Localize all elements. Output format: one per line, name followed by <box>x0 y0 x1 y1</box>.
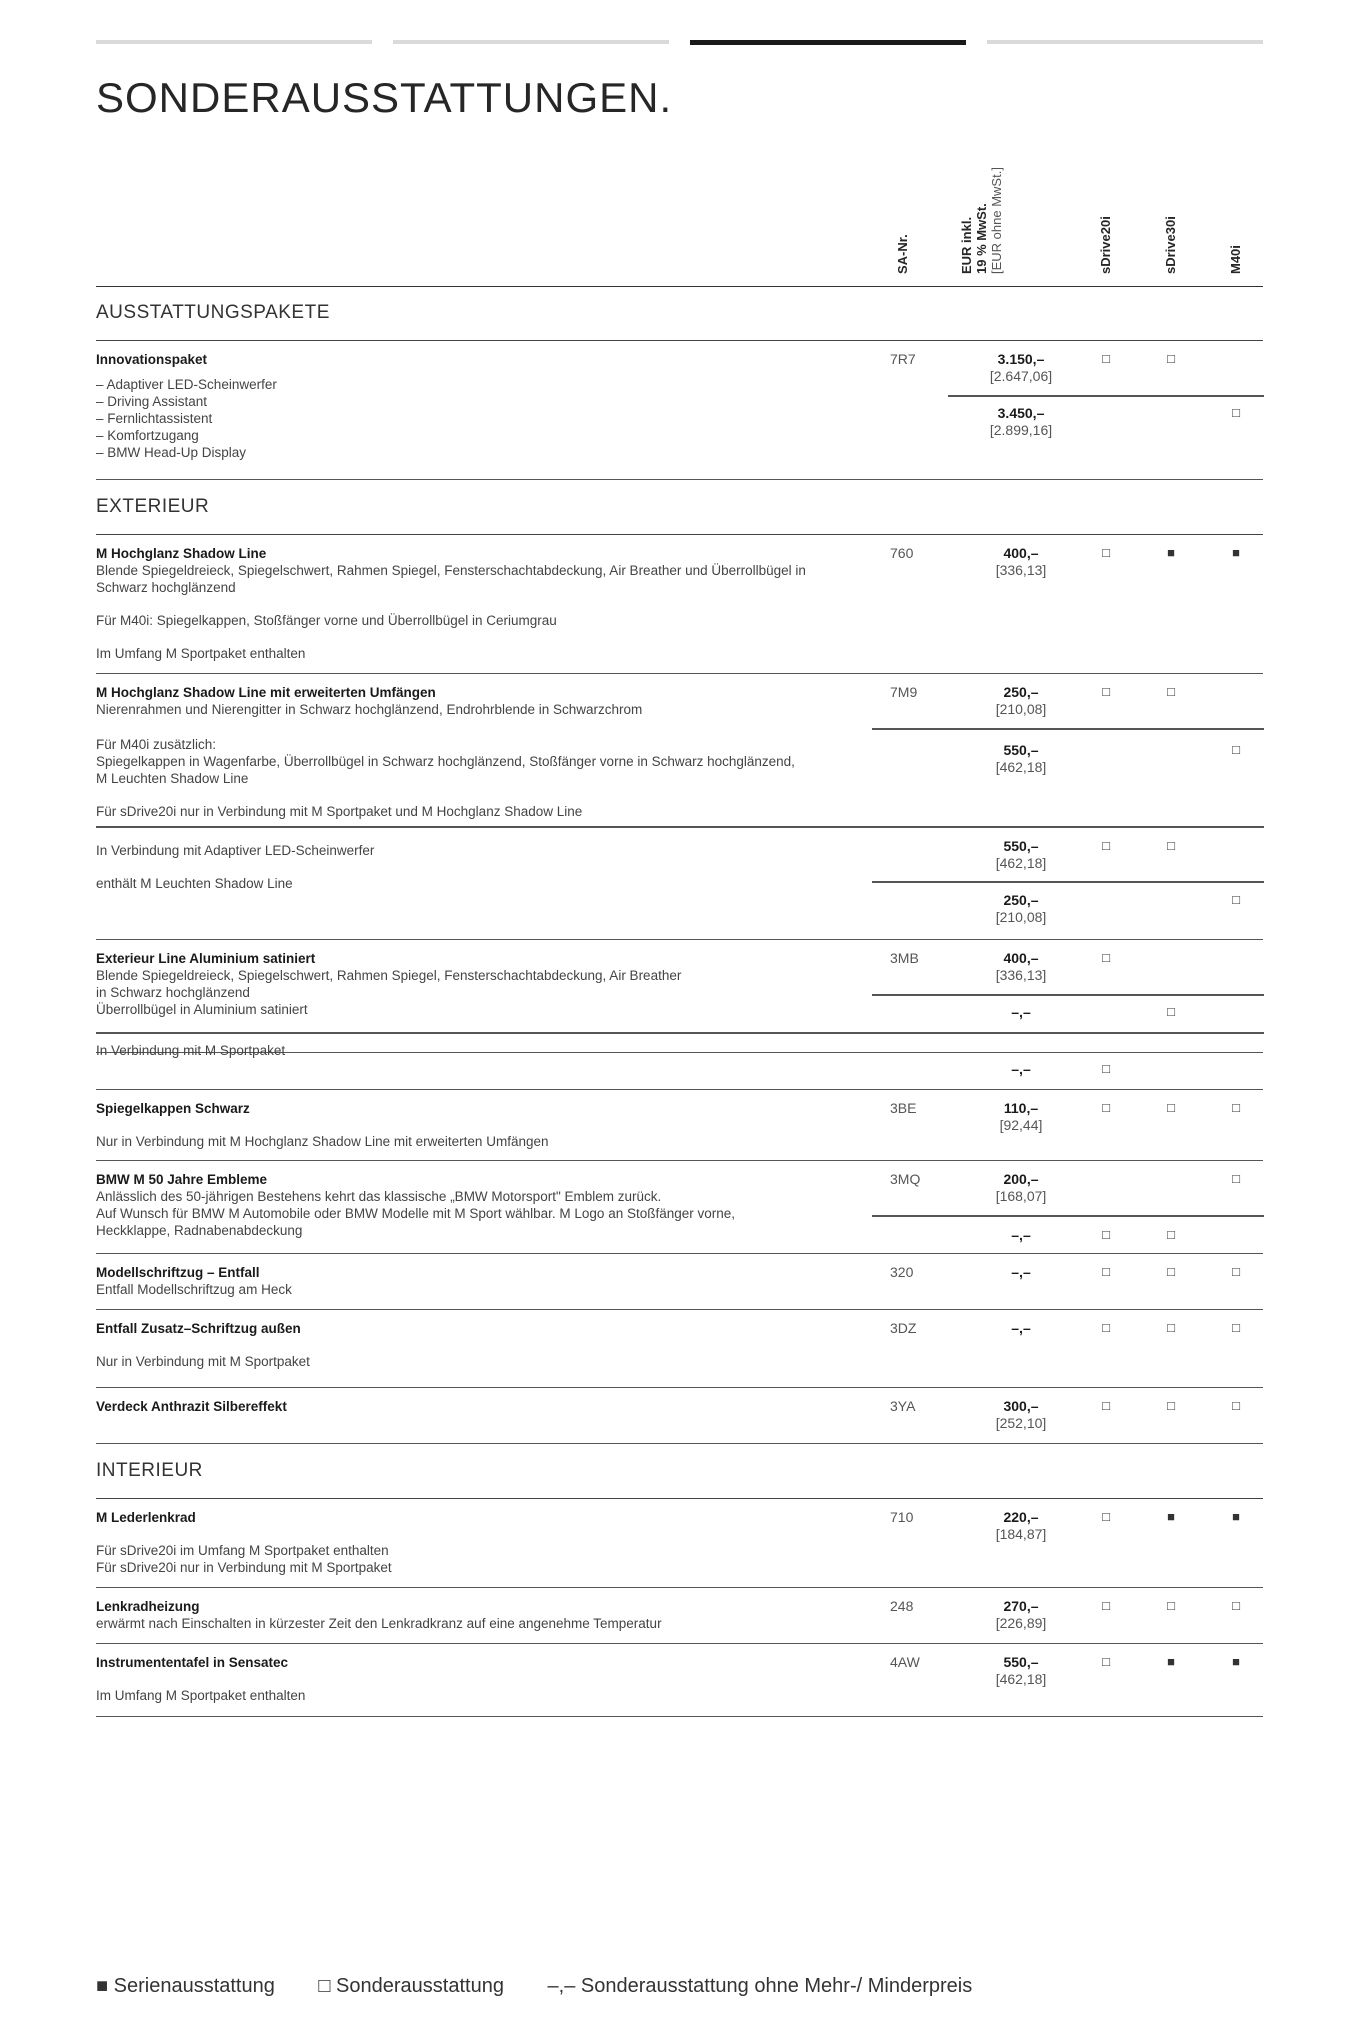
option-code: 3BE <box>890 1100 917 1116</box>
option-price: 300,– [252,10] <box>995 1398 1047 1431</box>
option-price: 3.450,– [2.899,16] <box>989 405 1053 438</box>
table-row <box>96 1161 1263 1254</box>
option-mark-open: □ <box>1102 1227 1110 1242</box>
divider <box>948 395 1264 397</box>
option-price: 250,– [210,08] <box>995 684 1047 717</box>
option-mark-open: □ <box>1232 1100 1240 1115</box>
option-code: 3MQ <box>890 1171 921 1187</box>
table-row <box>96 940 1263 1058</box>
option-price: 200,– [168,07] <box>995 1171 1047 1204</box>
divider <box>872 728 1264 730</box>
option-mark-open: □ <box>1102 1061 1110 1076</box>
option-price: 400,– [336,13] <box>995 545 1047 578</box>
option-mark-filled: ■ <box>1167 1509 1175 1524</box>
option-mark-open: □ <box>1102 1509 1110 1524</box>
option-price: –,– <box>1011 1227 1031 1243</box>
legend-ohne: –,– Sonderausstattung ohne Mehr-/ Minderpreis <box>547 1975 973 1997</box>
option-price: 220,– [184,87] <box>995 1509 1047 1542</box>
option-mark-filled: ■ <box>1167 545 1175 560</box>
option-mark-open: □ <box>1102 1398 1110 1413</box>
option-mark-open: □ <box>1167 1398 1175 1413</box>
table-row <box>96 535 1263 674</box>
option-mark-open: □ <box>1102 838 1110 853</box>
option-price: 550,– [462,18] <box>995 742 1047 775</box>
header-sdrive30i: sDrive30i <box>1163 216 1178 274</box>
table-row <box>96 341 1263 480</box>
option-mark-open: □ <box>1167 1320 1175 1335</box>
divider <box>872 1215 1264 1217</box>
option-mark-open: □ <box>1102 1264 1110 1279</box>
option-mark-open: □ <box>1167 1264 1175 1279</box>
option-mark-open: □ <box>1167 1100 1175 1115</box>
option-mark-open: □ <box>1167 351 1175 366</box>
table-row <box>96 1090 1263 1161</box>
option-code: 7M9 <box>890 684 918 700</box>
table-row <box>96 1053 1263 1090</box>
option-price: –,– <box>1011 1320 1031 1336</box>
option-price: –,– <box>1011 1061 1031 1077</box>
header-sdrive20i: sDrive20i <box>1098 216 1113 274</box>
option-description: Instrumententafel in Sensatec Im Umfang M Sportpaket enthalten <box>96 1655 306 1703</box>
progress-segment <box>987 40 1263 44</box>
option-mark-filled: ■ <box>1167 1654 1175 1669</box>
option-mark-open: □ <box>1167 684 1175 699</box>
table-row <box>96 1254 1263 1310</box>
option-mark-open: □ <box>1167 838 1175 853</box>
option-price: 550,– [462,18] <box>995 1654 1047 1687</box>
progress-segment-active <box>690 40 966 45</box>
option-description: Spiegelkappen Schwarz Nur in Verbindung mit M Hochglanz Shadow Line mit erweiterten Umfängen <box>96 1101 549 1149</box>
option-description: Modellschriftzug – Entfall Entfall Modellschriftzug am Heck <box>96 1265 292 1297</box>
legend <box>96 1975 1010 1998</box>
header-price: EUR inkl. 19 % MwSt. [EUR ohne MwSt.] <box>959 167 1004 274</box>
option-mark-open: □ <box>1232 1320 1240 1335</box>
header-sa-nr: SA-Nr. <box>895 234 910 274</box>
option-mark-open: □ <box>1167 1004 1175 1019</box>
page-title: SONDERAUSSTATTUNGEN. <box>96 74 673 121</box>
table-row <box>96 1388 1263 1444</box>
option-description: M Lederlenkrad Für sDrive20i im Umfang M Sportpaket enthalten Für sDrive20i nur in Verbindung mit M Sportpaket <box>96 1510 392 1575</box>
option-mark-open: □ <box>1232 1264 1240 1279</box>
option-description: BMW M 50 Jahre Embleme Anlässlich des 50-jährigen Bestehens kehrt das klassische „BMW Motorsport" Emblem zurück. Auf Wunsch für BMW M Automobile oder BMW Modelle mit M Sport wählbar. M Logo an Stoßfänger vorne, Heckklappe, Radnabenabdeckung <box>96 1172 736 1238</box>
option-description: Verdeck Anthrazit Silbereffekt <box>96 1399 287 1414</box>
option-mark-open: □ <box>1232 1398 1240 1413</box>
table-row <box>96 1588 1263 1644</box>
option-price: 250,– [210,08] <box>995 892 1047 925</box>
option-mark-open: □ <box>1102 1654 1110 1669</box>
option-mark-open: □ <box>1232 1598 1240 1613</box>
option-code: 760 <box>890 545 914 561</box>
option-mark-open: □ <box>1102 950 1110 965</box>
option-mark-open: □ <box>1232 892 1240 907</box>
option-mark-open: □ <box>1102 684 1110 699</box>
option-description: M Hochglanz Shadow Line mit erweiterten Umfängen Nierenrahmen und Nierengitter in Schwarz hochglänzend, Endrohrblende in Schwarzchrom Für M40i zusätzlich: Spiegelkappen in Wagenfarbe, Überrollbügel in Schwarz hochglänzend, Stoßfänger vorne in Schwarz hochglänzend, M Leuchten Shadow Line Für sDrive20i nur in Verbindung mit M Sportpaket und M Hochglanz Shadow Line In Verbindung mit Adaptiver LED-Scheinwerfer enthält M Leuchten Shadow Line <box>96 685 795 891</box>
section-heading: AUSSTATTUNGSPAKETE <box>96 286 1263 341</box>
option-code: 7R7 <box>890 351 916 367</box>
option-mark-filled: ■ <box>1232 1654 1240 1669</box>
table-header <box>96 140 1263 287</box>
table-row <box>96 1499 1263 1588</box>
option-description: Exterieur Line Aluminium satiniert Blende Spiegeldreieck, Spiegelschwert, Rahmen Spiegel, Fensterschachtabdeckung, Air Breather in Schwarz hochglänzend Überrollbügel in Aluminium satiniert In Verbindung mit M Sportpaket <box>96 951 682 1058</box>
progress-segment <box>96 40 372 44</box>
option-mark-open: □ <box>1232 1171 1240 1186</box>
divider <box>872 994 1264 996</box>
table-row <box>96 674 1263 940</box>
option-price: 550,– [462,18] <box>995 838 1047 871</box>
option-mark-open: □ <box>1167 1227 1175 1242</box>
option-code: 710 <box>890 1509 914 1525</box>
divider <box>96 826 1264 828</box>
option-mark-filled: ■ <box>1232 1509 1240 1524</box>
option-mark-open: □ <box>1232 742 1240 757</box>
option-code: 248 <box>890 1598 914 1614</box>
progress-segment <box>393 40 669 44</box>
option-description: M Hochglanz Shadow Line Blende Spiegeldreieck, Spiegelschwert, Rahmen Spiegel, Fensterschachtabdeckung, Air Breather und Überrollbügel in Schwarz hochglänzend Für M40i: Spiegelkappen, Stoßfänger vorne und Überrollbügel in Ceriumgrau Im Umfang M Sportpaket enthalten <box>96 546 806 661</box>
option-mark-open: □ <box>1102 1100 1110 1115</box>
legend-sonder: □ Sonderausstattung <box>318 1975 504 1997</box>
option-mark-filled: ■ <box>1232 545 1240 560</box>
option-mark-open: □ <box>1167 1598 1175 1613</box>
section-heading: INTERIEUR <box>96 1444 1263 1499</box>
option-price: 400,– [336,13] <box>995 950 1047 983</box>
divider <box>872 881 1264 883</box>
option-price: 3.150,– [2.647,06] <box>989 351 1053 384</box>
option-mark-open: □ <box>1102 351 1110 366</box>
option-description: Lenkradheizung erwärmt nach Einschalten in kürzester Zeit den Lenkradkranz auf eine angenehme Temperatur <box>96 1599 662 1631</box>
option-mark-open: □ <box>1102 1320 1110 1335</box>
option-mark-open: □ <box>1102 545 1110 560</box>
option-code: 4AW <box>890 1654 920 1670</box>
option-price: 270,– [226,89] <box>995 1598 1047 1631</box>
options-table <box>96 286 1263 1717</box>
option-code: 3DZ <box>890 1320 917 1336</box>
option-mark-open: □ <box>1232 405 1240 420</box>
page-progress-indicator <box>96 40 1263 46</box>
divider <box>96 1032 1264 1034</box>
option-code: 320 <box>890 1264 914 1280</box>
option-code: 3YA <box>890 1398 916 1414</box>
option-code: 3MB <box>890 950 919 966</box>
option-price: –,– <box>1011 1264 1031 1280</box>
option-price: 110,– [92,44] <box>999 1100 1043 1133</box>
legend-serie: ■ Serienausstattung <box>96 1975 275 1997</box>
option-description: Entfall Zusatz–Schriftzug außen Nur in Verbindung mit M Sportpaket <box>96 1321 310 1369</box>
table-row <box>96 1644 1263 1717</box>
section-heading: EXTERIEUR <box>96 480 1263 535</box>
option-mark-open: □ <box>1102 1598 1110 1613</box>
option-price: –,– <box>1011 1004 1031 1020</box>
header-m40i: M40i <box>1228 245 1243 274</box>
table-row <box>96 1310 1263 1388</box>
option-description: Innovationspaket – Adaptiver LED-Scheinwerfer – Driving Assistant – Fernlichtassistent – Komfortzugang – BMW Head-Up Display <box>96 352 277 460</box>
